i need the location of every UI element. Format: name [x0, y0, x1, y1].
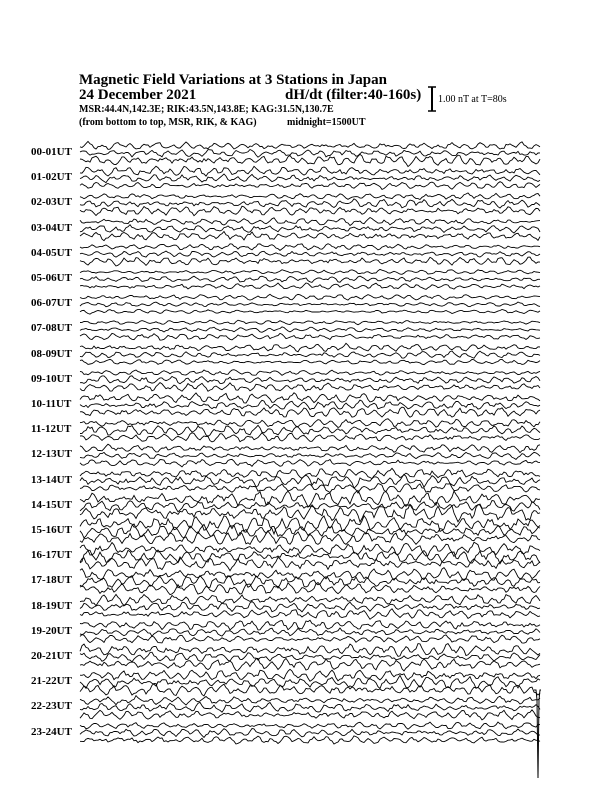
- hour-label: 13-14UT: [31, 473, 72, 486]
- trace-kag-row-4: [80, 244, 540, 251]
- trace-rik-row-3: [80, 225, 540, 233]
- station-coordinates: MSR:44.4N,142.3E; RIK:43.5N,143.8E; KAG:31.5N,130.7E: [79, 104, 334, 115]
- hour-label: 18-19UT: [31, 599, 72, 612]
- trace-rik-row-12: [80, 452, 540, 459]
- trace-kag-row-0: [80, 141, 540, 149]
- trace-kag-row-12: [80, 444, 540, 452]
- trace-rik-row-19: [80, 628, 540, 636]
- hour-label: 21-22UT: [31, 675, 72, 688]
- trace-kag-row-8: [80, 343, 540, 352]
- hour-label: 03-04UT: [31, 221, 72, 234]
- trace-msr-row-13: [80, 484, 540, 494]
- hour-label: 22-23UT: [31, 700, 72, 713]
- trace-msr-row-22: [80, 710, 540, 720]
- trace-rik-row-15: [80, 524, 540, 538]
- trace-kag-row-3: [80, 218, 540, 226]
- trace-msr-row-15: [80, 531, 540, 544]
- trace-msr-row-11: [80, 433, 540, 442]
- trace-spike: [534, 690, 541, 778]
- hour-label: 20-21UT: [31, 650, 72, 662]
- trace-kag-row-7: [80, 320, 540, 325]
- trace-msr-row-1: [80, 182, 540, 190]
- trace-msr-row-9: [80, 383, 540, 392]
- trace-msr-row-21: [80, 684, 540, 697]
- hour-label: 06-07UT: [31, 297, 72, 310]
- trace-kag-row-22: [80, 696, 540, 705]
- hour-label: 07-08UT: [31, 322, 72, 335]
- trace-msr-row-7: [80, 333, 540, 340]
- trace-msr-row-18: [80, 609, 540, 619]
- trace-rik-row-4: [80, 251, 540, 257]
- trace-msr-row-2: [80, 206, 540, 216]
- trace-rik-row-8: [80, 351, 540, 358]
- trace-kag-row-23: [80, 722, 540, 729]
- trace-kag-row-17: [80, 568, 540, 581]
- hour-label: 23-24UT: [31, 725, 72, 738]
- trace-msr-row-23: [80, 736, 540, 744]
- trace-msr-row-5: [80, 283, 540, 289]
- trace-msr-row-20: [80, 658, 540, 671]
- hour-label: 01-02UT: [31, 171, 72, 184]
- trace-kag-row-14: [80, 490, 540, 507]
- trace-rik-row-2: [80, 199, 540, 208]
- trace-rik-row-23: [80, 729, 540, 738]
- midnight-note: midnight=1500UT: [287, 117, 366, 128]
- trace-rik-row-7: [80, 327, 540, 332]
- trace-msr-row-12: [80, 459, 540, 467]
- date-label: 24 December 2021: [79, 87, 197, 103]
- chart-title: Magnetic Field Variations at 3 Stations in Japan: [79, 72, 387, 88]
- hour-label: 16-17UT: [31, 549, 72, 562]
- trace-kag-row-19: [80, 620, 540, 630]
- trace-kag-row-5: [80, 269, 540, 274]
- trace-kag-row-10: [80, 393, 540, 403]
- trace-msr-row-10: [80, 407, 540, 417]
- trace-rik-row-22: [80, 702, 540, 712]
- trace-rik-row-20: [80, 652, 540, 662]
- trace-rik-row-5: [80, 276, 540, 282]
- hour-label: 15-16UT: [31, 524, 72, 536]
- trace-msr-row-3: [80, 232, 540, 241]
- hour-label: 05-06UT: [31, 272, 72, 284]
- hour-label: 02-03UT: [31, 196, 72, 209]
- scale-label: 1.00 nT at T=80s: [438, 94, 507, 105]
- hour-label: 14-15UT: [31, 498, 72, 511]
- trace-order-note: (from bottom to top, MSR, RIK, & KAG): [79, 117, 257, 128]
- trace-rik-row-18: [80, 602, 540, 612]
- trace-kag-row-13: [80, 468, 540, 478]
- trace-kag-row-11: [80, 419, 540, 428]
- trace-msr-row-4: [80, 257, 540, 266]
- trace-rik-row-1: [80, 174, 540, 183]
- hour-label: 19-20UT: [31, 624, 72, 637]
- hour-label: 12-13UT: [31, 448, 72, 461]
- trace-kag-row-2: [80, 193, 540, 200]
- trace-kag-row-16: [80, 542, 540, 556]
- hour-label: 10-11UT: [31, 398, 72, 410]
- trace-msr-row-14: [80, 504, 540, 522]
- trace-kag-row-9: [80, 370, 540, 376]
- hour-label: 08-09UT: [31, 347, 72, 360]
- hour-label: 17-18UT: [31, 574, 72, 587]
- trace-rik-row-13: [80, 474, 540, 488]
- trace-kag-row-6: [80, 294, 540, 300]
- hour-label: 09-10UT: [31, 372, 72, 385]
- trace-rik-row-10: [80, 400, 540, 409]
- trace-rik-row-9: [80, 376, 540, 384]
- hour-label: 04-05UT: [31, 246, 72, 259]
- filter-label: dH/dt (filter:40-160s): [285, 87, 422, 103]
- trace-rik-row-21: [80, 675, 540, 689]
- trace-kag-row-18: [80, 594, 540, 605]
- trace-msr-row-6: [80, 309, 540, 314]
- trace-msr-row-8: [80, 359, 540, 364]
- trace-rik-row-14: [80, 501, 540, 512]
- trace-msr-row-19: [80, 635, 540, 644]
- trace-rik-row-6: [80, 302, 540, 307]
- trace-rik-row-0: [80, 150, 540, 158]
- hour-label: 00-01UT: [31, 146, 72, 158]
- hour-label: 11-12UT: [31, 423, 72, 436]
- trace-kag-row-1: [80, 166, 540, 176]
- trace-msr-row-0: [80, 154, 540, 166]
